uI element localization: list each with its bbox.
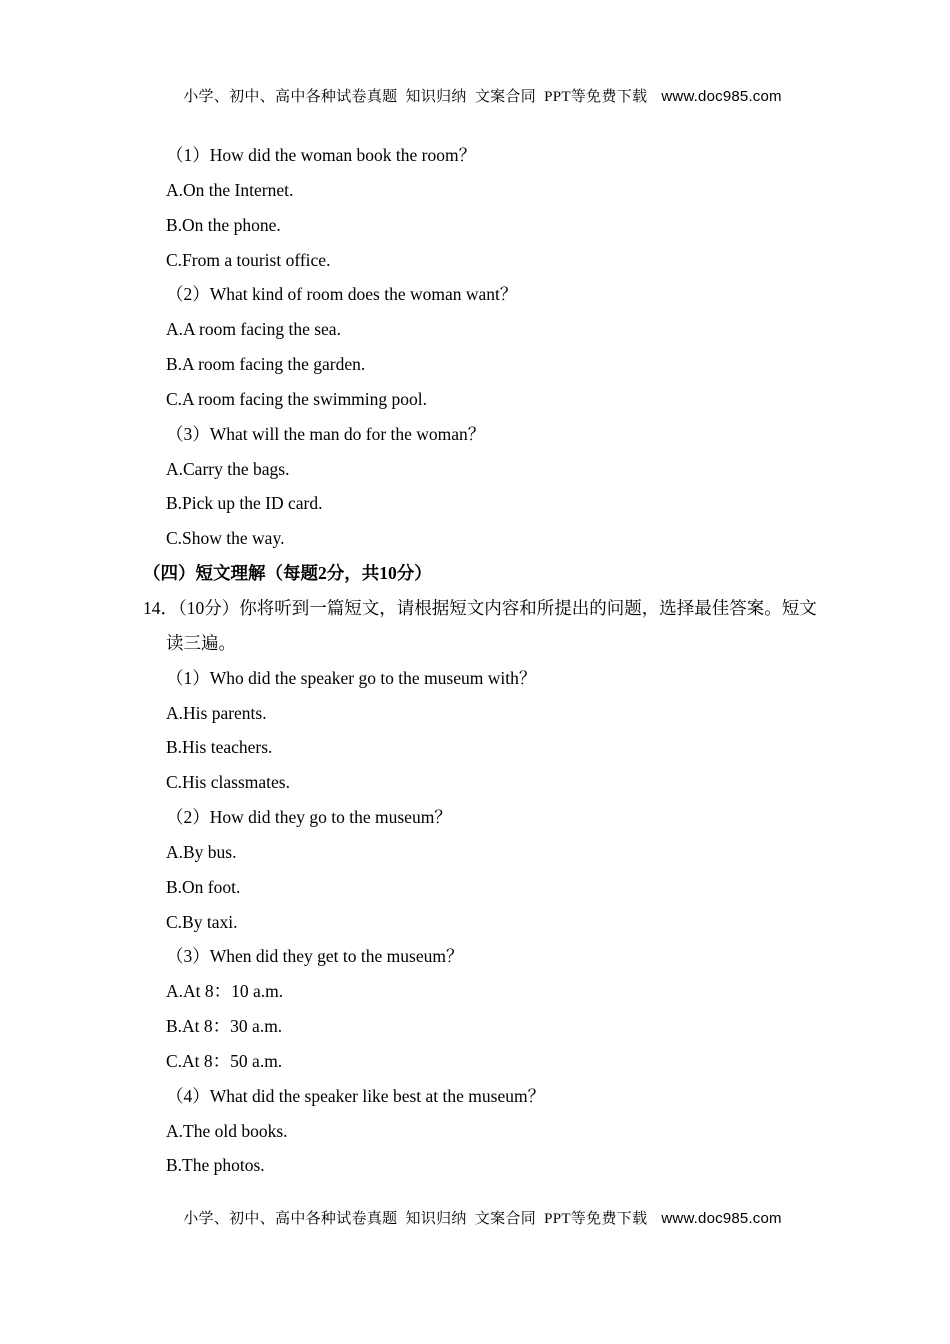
question-line: （3）When did they get to the museum？: [166, 946, 464, 967]
answer-option-line: A.His parents.: [166, 702, 267, 723]
answer-option-line: C.At 8：50 a.m.: [166, 1050, 283, 1071]
question-line: （2）How did they go to the museum？: [166, 807, 452, 828]
answer-option-line: C.A room facing the swimming pool.: [166, 388, 428, 409]
answer-option-line: A.On the Internet.: [166, 179, 294, 200]
section-heading: （四）短文理解（每题2分，共10分）: [143, 563, 432, 584]
question-line: （1）Who did the speaker go to the museum with？: [166, 667, 537, 688]
header-tagline: 小学、初中、高中各种试卷真题 知识归纳 文案合同 PPT等免费下载: [183, 89, 648, 105]
answer-option-line: C.His classmates.: [166, 772, 290, 793]
answer-option-line: B.His teachers.: [166, 737, 273, 758]
answer-option-line: C.From a tourist office.: [166, 249, 331, 270]
question-line: （4）What did the speaker like best at the museum？: [166, 1085, 546, 1106]
question-line: （3）What will the man do for the woman？: [166, 423, 486, 444]
exercise-intro-continuation: 读三遍。: [166, 632, 236, 653]
answer-option-line: A.At 8：10 a.m.: [166, 981, 284, 1002]
answer-option-line: B.The photos.: [166, 1155, 265, 1176]
answer-option-line: B.Pick up the ID card.: [166, 493, 323, 514]
answer-option-line: A.Carry the bags.: [166, 458, 290, 479]
answer-option-line: A.A room facing the sea.: [166, 319, 341, 340]
exercise-intro: 14．（10分）你将听到一篇短文，请根据短文内容和所提出的问题，选择最佳答案。短文: [143, 597, 817, 618]
answer-option-line: C.By taxi.: [166, 911, 238, 932]
footer-tagline: 小学、初中、高中各种试卷真题 知识归纳 文案合同 PPT等免费下载: [183, 1211, 648, 1227]
header-site-url: www.doc985.com: [661, 88, 782, 105]
question-line: （1）How did the woman book the room？: [166, 145, 477, 165]
answer-option-line: A.The old books.: [166, 1120, 288, 1141]
footer-site-url: www.doc985.com: [661, 1210, 782, 1227]
answer-option-line: B.On foot.: [166, 876, 241, 897]
answer-option-line: A.By bus.: [166, 841, 237, 862]
document-body: [0, 138, 950, 1183]
answer-option-line: B.A room facing the garden.: [166, 354, 366, 375]
question-line: （2）What kind of room does the woman want？: [166, 284, 518, 305]
answer-option-line: C.Show the way.: [166, 528, 285, 549]
answer-option-line: B.At 8：30 a.m.: [166, 1016, 283, 1037]
answer-option-line: B.On the phone.: [166, 214, 281, 235]
page-footer: [0, 1190, 950, 1245]
page-header: [0, 68, 950, 123]
